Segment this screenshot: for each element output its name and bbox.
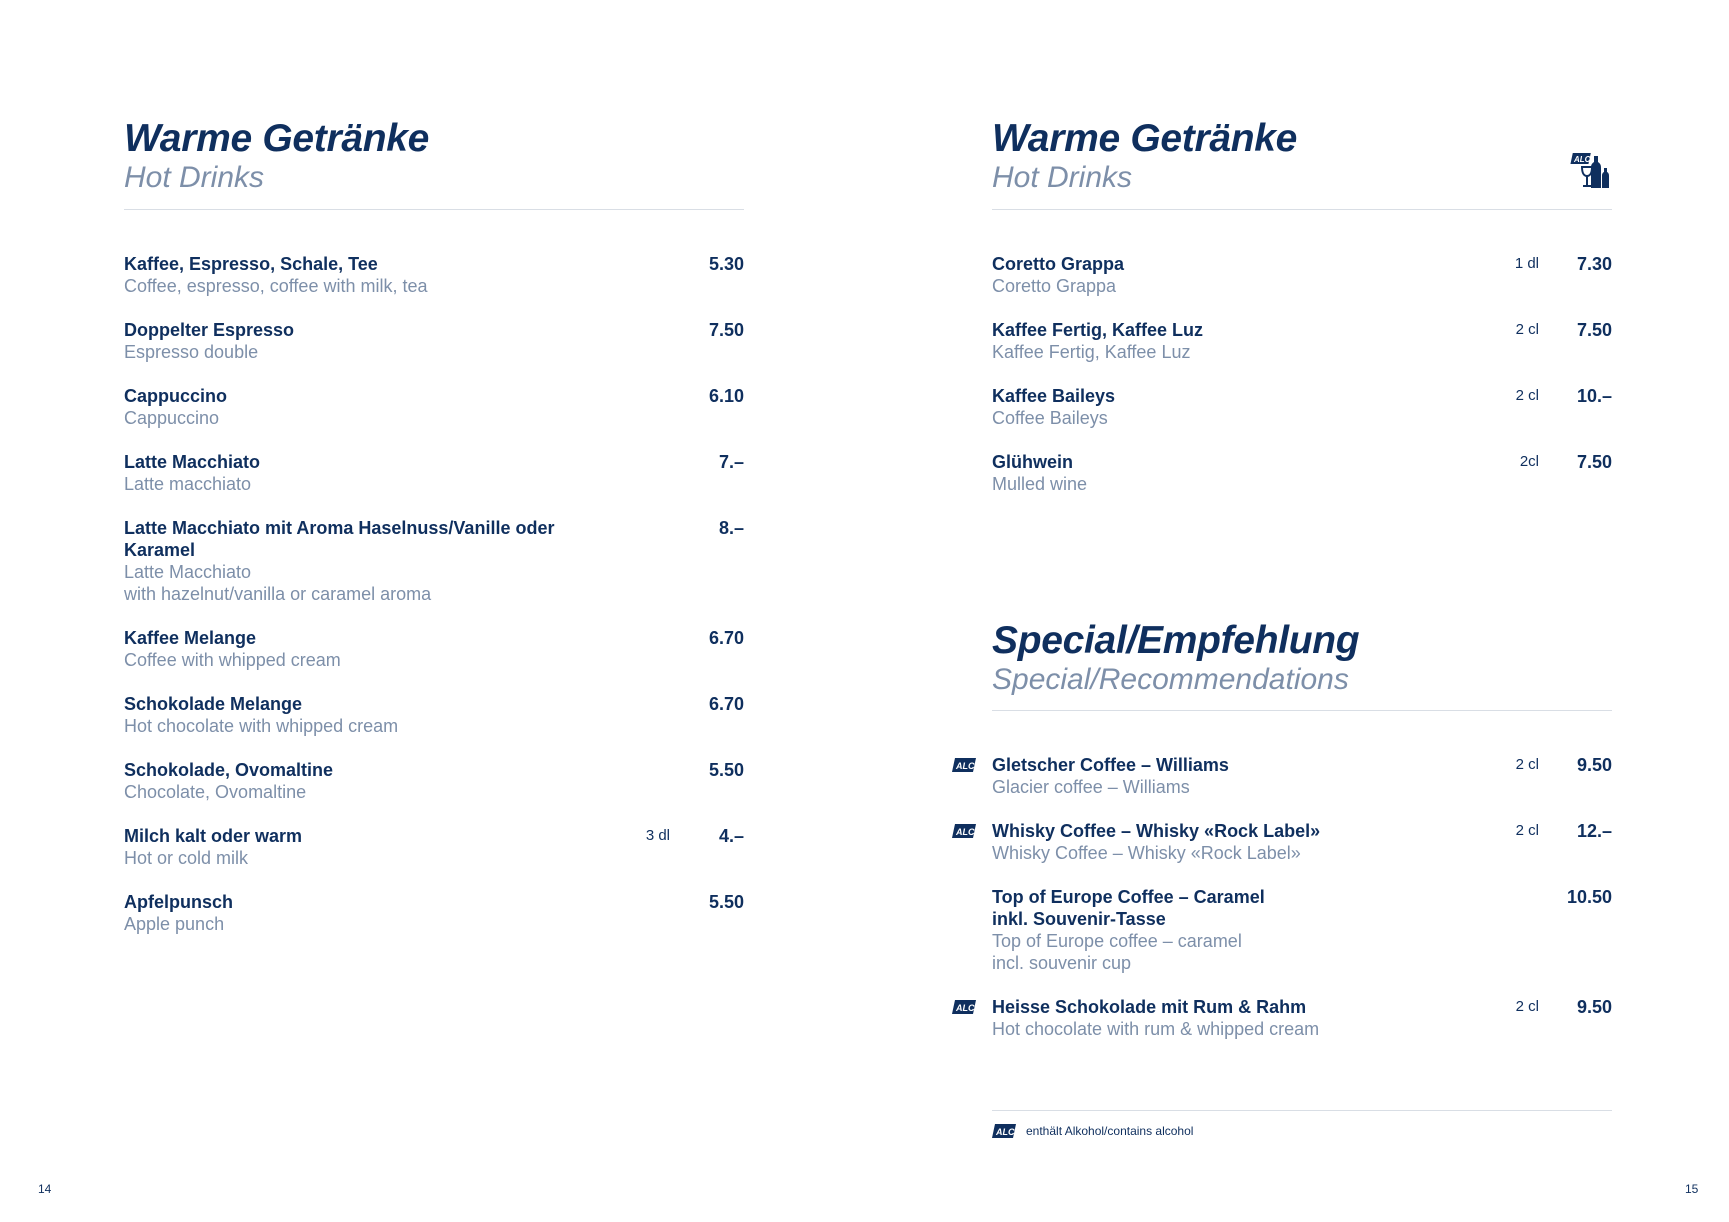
- menu-item: [992, 319, 1612, 363]
- item-name: Doppelter Espresso: [124, 320, 295, 340]
- item-description: Apple punch: [124, 914, 225, 934]
- section-divider: [124, 209, 744, 210]
- section-title-en: Special/Recommendations: [992, 663, 1349, 696]
- special-item-list: [956, 754, 1612, 1062]
- item-name: Coretto Grappa: [992, 254, 1125, 274]
- section-title-de: Special/Empfehlung: [992, 619, 1360, 662]
- item-price: 10.50: [1566, 887, 1612, 907]
- menu-item: [124, 759, 744, 803]
- item-price: 7.50: [1576, 452, 1612, 472]
- item-name: Schokolade Melange: [124, 694, 303, 714]
- item-price: 5.50: [708, 892, 744, 912]
- item-name: Gletscher Coffee – Williams: [992, 755, 1229, 775]
- item-price: 12.–: [1576, 821, 1612, 841]
- item-price: 8.–: [718, 518, 744, 538]
- item-description: Espresso double: [124, 342, 259, 362]
- section-divider: [992, 209, 1612, 210]
- section-heading-hot-drinks: [124, 119, 429, 197]
- item-name: Kaffee, Espresso, Schale, Tee: [124, 254, 378, 274]
- section-title-en: Hot Drinks: [992, 161, 1133, 194]
- item-volume: 2 cl: [1515, 321, 1539, 338]
- item-name: Kaffee Baileys: [992, 386, 1116, 406]
- item-description: Coffee, espresso, coffee with milk, tea: [124, 276, 428, 296]
- menu-item: [956, 996, 1612, 1040]
- item-description: Mulled wine: [992, 474, 1088, 494]
- svg-text:ALC: ALC: [1574, 155, 1591, 164]
- item-price: 9.50: [1576, 755, 1612, 775]
- menu-item: [124, 627, 744, 671]
- svg-text:ALC: ALC: [956, 761, 975, 771]
- section-title-de: Warme Getränke: [124, 117, 430, 160]
- item-description: Hot chocolate with whipped cream: [124, 716, 399, 736]
- svg-text:ALC: ALC: [956, 1003, 975, 1013]
- item-volume: 2 cl: [1515, 387, 1539, 404]
- item-name: Milch kalt oder warm: [124, 826, 303, 846]
- item-price: 10.–: [1576, 386, 1612, 406]
- item-description: Whisky Coffee – Whisky «Rock Label»: [992, 843, 1301, 863]
- item-price: 7.–: [718, 452, 744, 472]
- item-name: Schokolade, Ovomaltine: [124, 760, 334, 780]
- item-description: Kaffee Fertig, Kaffee Luz: [992, 342, 1191, 362]
- item-description: Cappuccino: [124, 408, 220, 428]
- menu-item: [124, 891, 744, 935]
- section-title-de: Warme Getränke: [992, 117, 1298, 160]
- alc-badge-icon: [952, 999, 976, 1015]
- section-heading-hot-drinks-alcoholic: [992, 119, 1297, 197]
- item-price: 7.50: [708, 320, 744, 340]
- item-description: Top of Europe coffee – caramel incl. souvenir cup: [992, 931, 1242, 973]
- alc-badge-icon: [992, 1123, 1016, 1139]
- menu-item-list: [992, 253, 1612, 517]
- item-name: Apfelpunsch: [124, 892, 234, 912]
- item-description: Latte Macchiato with hazelnut/vanilla or caramel aroma: [124, 562, 432, 604]
- item-volume: 2 cl: [1515, 756, 1539, 773]
- menu-item: [124, 825, 744, 869]
- item-description: Hot or cold milk: [124, 848, 249, 868]
- section-title-en: Hot Drinks: [124, 161, 265, 194]
- left-page: [0, 0, 864, 1222]
- svg-text:ALC: ALC: [996, 1127, 1015, 1137]
- item-name: Top of Europe Coffee – Caramel inkl. Souvenir-Tasse: [992, 887, 1265, 929]
- item-price: 6.70: [708, 628, 744, 648]
- menu-item: [992, 451, 1612, 495]
- alcohol-legend: [992, 1123, 1193, 1139]
- item-price: 4.–: [718, 826, 744, 846]
- menu-item: [124, 319, 744, 363]
- right-page: [865, 0, 1729, 1222]
- alc-badge-icon: [952, 823, 976, 839]
- alc-badge-icon: [952, 757, 976, 773]
- menu-item: [992, 253, 1612, 297]
- item-name: Cappuccino: [124, 386, 228, 406]
- item-name: Heisse Schokolade mit Rum & Rahm: [992, 997, 1307, 1017]
- item-price: 5.50: [708, 760, 744, 780]
- svg-text:ALC: ALC: [956, 827, 975, 837]
- item-name: Latte Macchiato: [124, 452, 261, 472]
- menu-item: [992, 385, 1612, 429]
- item-price: 7.50: [1576, 320, 1612, 340]
- item-price: 6.70: [708, 694, 744, 714]
- menu-item: [992, 886, 1612, 974]
- item-description: Hot chocolate with rum & whipped cream: [992, 1019, 1320, 1039]
- item-description: Glacier coffee – Williams: [992, 777, 1190, 797]
- item-volume: 2cl: [1519, 453, 1539, 470]
- item-name: Whisky Coffee – Whisky «Rock Label»: [992, 821, 1321, 841]
- page-number: 14: [38, 1182, 52, 1196]
- item-price: 6.10: [708, 386, 744, 406]
- menu-item: [124, 517, 744, 605]
- item-price: 5.30: [708, 254, 744, 274]
- menu-item: [124, 385, 744, 429]
- footer-divider: [992, 1110, 1612, 1111]
- item-name: Kaffee Fertig, Kaffee Luz: [992, 320, 1204, 340]
- section-heading-special: [992, 621, 1359, 699]
- item-price: 7.30: [1576, 254, 1612, 274]
- menu-item: [124, 451, 744, 495]
- item-volume: 1 dl: [1514, 255, 1539, 272]
- item-description: Latte macchiato: [124, 474, 252, 494]
- alcohol-bottles-icon: [1568, 152, 1612, 190]
- item-volume: 2 cl: [1515, 998, 1539, 1015]
- menu-item-list: [124, 253, 744, 957]
- item-price: 9.50: [1576, 997, 1612, 1017]
- menu-item: [956, 820, 1612, 864]
- item-description: Coffee with whipped cream: [124, 650, 341, 670]
- menu-item: [124, 693, 744, 737]
- item-volume: 3 dl: [645, 827, 670, 844]
- menu-item: [956, 754, 1612, 798]
- page-number: 15: [1685, 1182, 1699, 1196]
- item-description: Chocolate, Ovomaltine: [124, 782, 307, 802]
- item-name: Latte Macchiato mit Aroma Haselnuss/Vanille oder Karamel: [124, 518, 555, 560]
- item-volume: 2 cl: [1515, 822, 1539, 839]
- section-divider: [992, 710, 1612, 711]
- item-name: Glühwein: [992, 452, 1073, 472]
- item-name: Kaffee Melange: [124, 628, 257, 648]
- item-description: Coretto Grappa: [992, 276, 1117, 296]
- legend-text: enthält Alkohol/contains alcohol: [1026, 1124, 1194, 1138]
- menu-item: [124, 253, 744, 297]
- item-description: Coffee Baileys: [992, 408, 1108, 428]
